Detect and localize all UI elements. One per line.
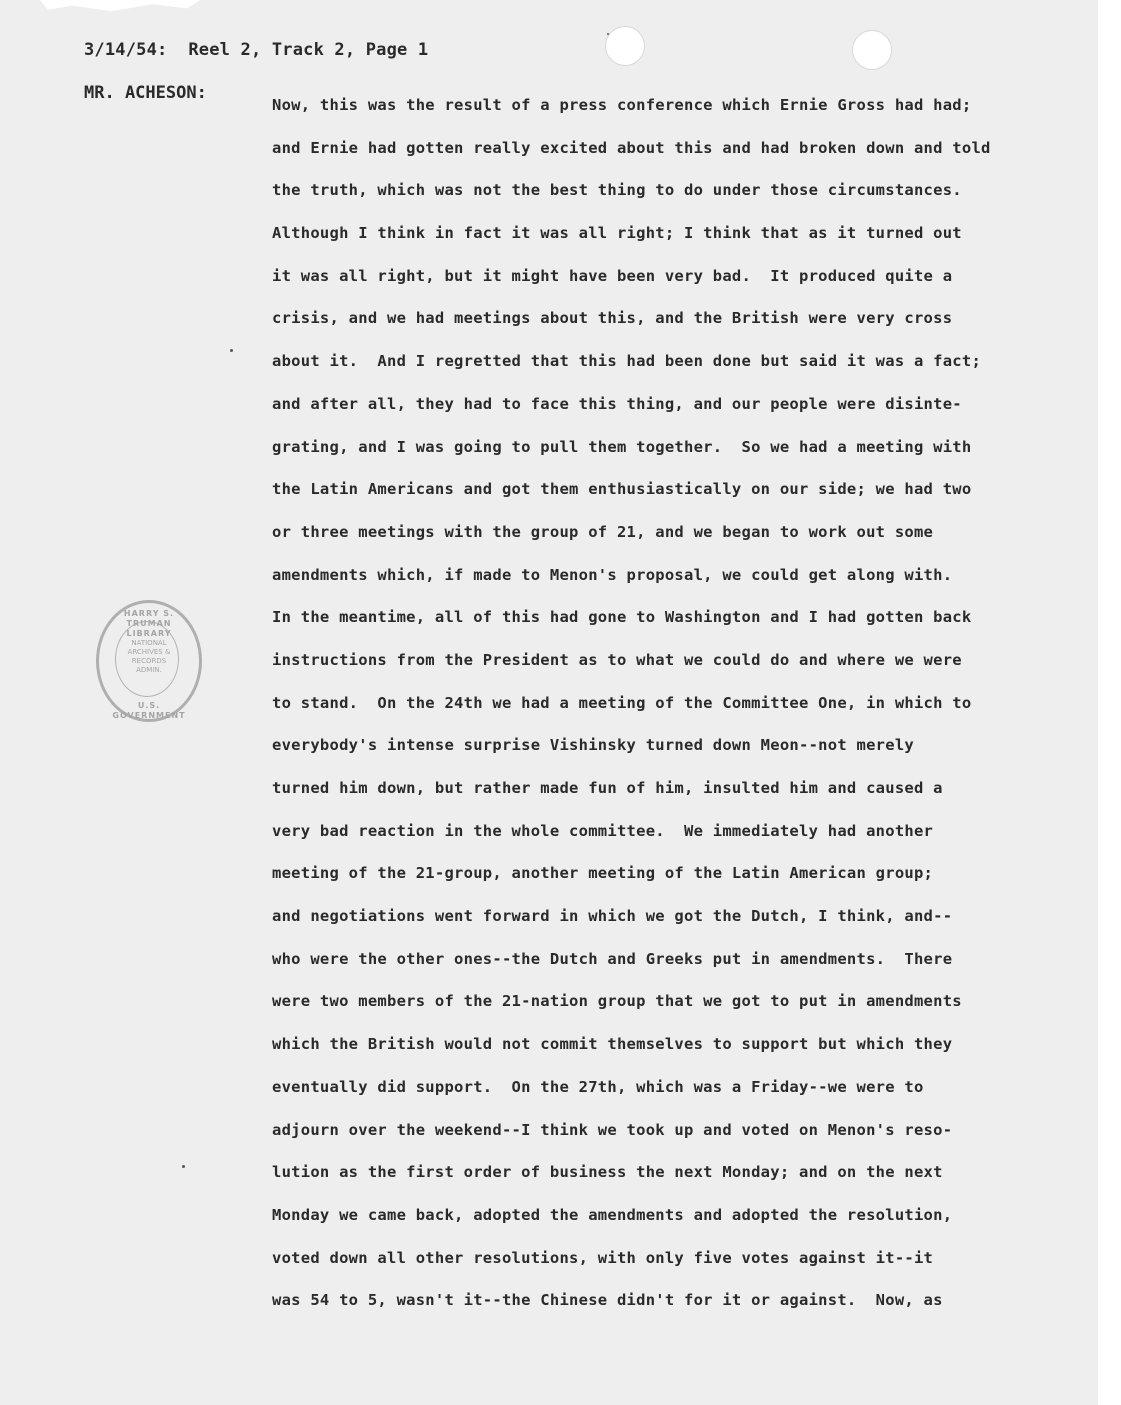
transcript-line: the truth, which was not the best thing to do under those circumstances. [272, 181, 962, 200]
transcript-line: was 54 to 5, wasn't it--the Chinese didn't for it or against. Now, as [272, 1291, 943, 1310]
stamp-top-text: HARRY S. TRUMAN LIBRARY [123, 609, 175, 638]
transcript-line: and Ernie had gotten really excited about this and had broken down and told [272, 138, 991, 157]
paper-speck [230, 349, 233, 352]
paper-speck [607, 33, 609, 35]
transcript-line: everybody's intense surprise Vishinsky turned down Meon--not merely [272, 736, 914, 755]
stamp-bottom-text: U.S. GOVERNMENT [112, 701, 186, 720]
page-reference-header: 3/14/54: Reel 2, Track 2, Page 1 [84, 40, 429, 60]
transcript-line: who were the other ones--the Dutch and Greeks put in amendments. There [272, 949, 953, 968]
transcript-line: instructions from the President as to what we could do and where we were [272, 650, 962, 669]
transcript-line: Although I think in fact it was all right; I think that as it turned out [272, 224, 962, 243]
transcript-line: adjourn over the weekend--I think we took up and voted on Menon's reso- [272, 1120, 953, 1139]
transcript-line: which the British would not commit themselves to support but which they [272, 1035, 953, 1054]
transcript-line: very bad reaction in the whole committee. We immediately had another [272, 821, 934, 840]
page-margin [1098, 0, 1121, 1405]
torn-corner [40, 0, 200, 14]
punch-hole-left [605, 26, 645, 66]
punch-hole-right [852, 30, 892, 70]
transcript-line: and after all, they had to face this thing, and our people were disinte- [272, 394, 962, 413]
transcript-line: eventually did support. On the 27th, which was a Friday--we were to [272, 1077, 924, 1096]
transcript-line: were two members of the 21-nation group that we got to put in amendments [272, 992, 962, 1011]
paper-speck [182, 1165, 185, 1168]
transcript-line: Now, this was the result of a press conference which Ernie Gross had had; [272, 96, 972, 114]
transcript-line: In the meantime, all of this had gone to Washington and I had gotten back [272, 608, 972, 627]
stamp-text [99, 603, 199, 719]
transcript-line: grating, and I was going to pull them together. So we had a meeting with [272, 437, 972, 456]
transcript-line: voted down all other resolutions, with only five votes against it--it [272, 1248, 934, 1267]
transcript-line: Monday we came back, adopted the amendments and adopted the resolution, [272, 1205, 953, 1224]
transcript-line: amendments which, if made to Menon's proposal, we could get along with. [272, 565, 953, 584]
transcript-line: or three meetings with the group of 21, and we began to work out some [272, 522, 934, 541]
speaker-label: MR. ACHESON: [84, 83, 207, 103]
transcript-line: crisis, and we had meetings about this, and the British were very cross [272, 309, 953, 328]
transcript-line: turned him down, but rather made fun of him, insulted him and caused a [272, 779, 943, 797]
transcript-line: and negotiations went forward in which we got the Dutch, I think, and-- [272, 907, 953, 926]
library-stamp [96, 600, 202, 722]
transcript-line: about it. And I regretted that this had been done but said it was a fact; [272, 352, 982, 371]
transcript-line: lution as the first order of business the next Monday; and on the next [272, 1163, 943, 1182]
transcript-line: meeting of the 21-group, another meeting of the Latin American group; [272, 864, 934, 883]
stamp-center-text: NATIONAL ARCHIVES & RECORDS ADMIN. [127, 639, 171, 674]
transcript-line: it was all right, but it might have been very bad. It produced quite a [272, 266, 953, 285]
transcript-line: the Latin Americans and got them enthusiastically on our side; we had two [272, 480, 972, 499]
transcript-body [272, 84, 1082, 1322]
transcript-line: to stand. On the 24th we had a meeting of the Committee One, in which to [272, 693, 972, 712]
